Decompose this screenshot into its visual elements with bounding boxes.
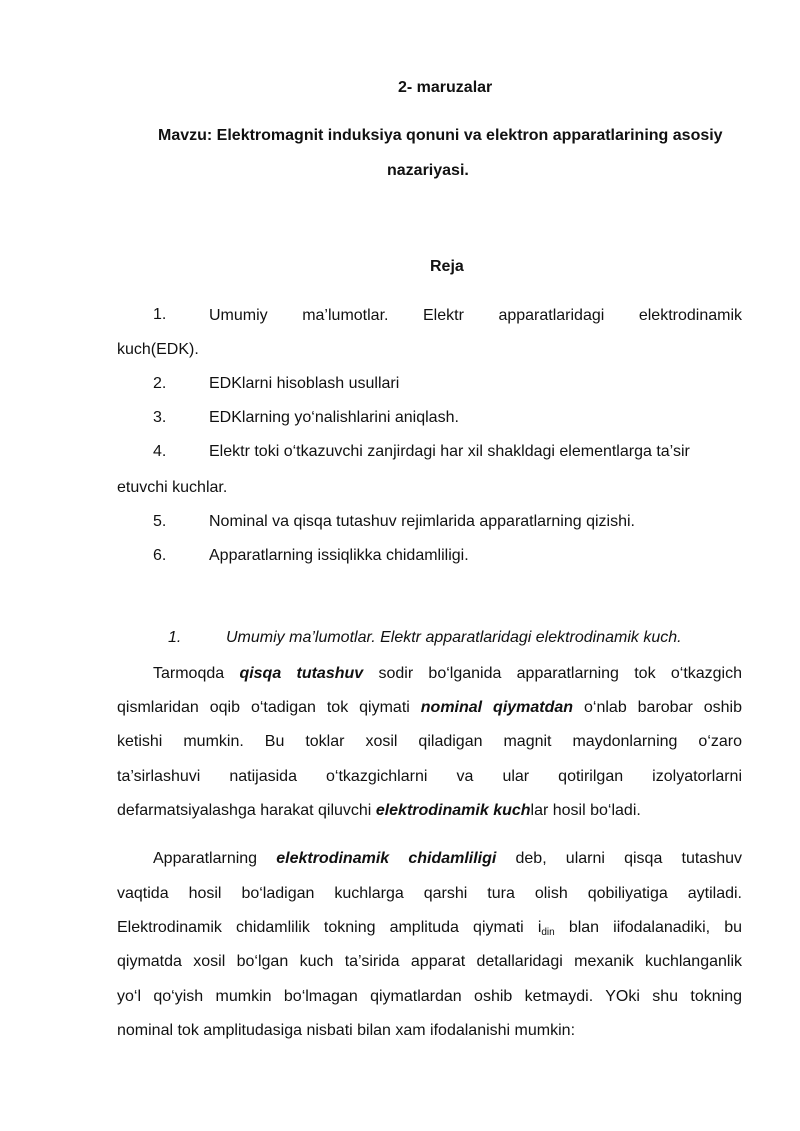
emphasis-term: nominal qiymatdan — [420, 699, 574, 716]
plan-item-number: 5. — [153, 513, 167, 530]
section-title — [226, 629, 682, 647]
emphasis-term: elektrodinamik kuch — [375, 802, 531, 819]
emphasis-term: qisqa tutashuv — [239, 665, 364, 682]
plan-item-text: Apparatlarning issiqlikka chidamliligi. — [209, 547, 469, 564]
lecture-title: 2- maruzalar — [398, 79, 493, 96]
text-run: blan iifodalanadiki, bu — [554, 919, 742, 936]
section-number: 1. — [168, 629, 182, 646]
text-run: qismlaridan oqib o‘tadigan tok qiymati — [117, 699, 421, 716]
text-run: sodir bo‘lganida apparatlarning tok o‘tkazgich — [363, 665, 742, 682]
paragraph-1-line: ketishi mumkin. Bu toklar xosil qiladigan magnit maydonlarning o‘zaro — [117, 733, 742, 750]
text-run: Elektrodinamik chidamlilik tokning amplituda qiymati i — [117, 919, 542, 936]
topic-line-1: Mavzu: Elektromagnit induksiya qonuni va elektron apparatlarining asosiy — [158, 127, 723, 144]
text-run: Tarmoqda — [153, 665, 240, 682]
plan-item-number: 4. — [153, 443, 167, 460]
text-run: deb, ularni qisqa tutashuv — [496, 850, 742, 867]
plan-item-number: 2. — [153, 375, 167, 392]
paragraph-1-line — [117, 801, 742, 821]
text-run: Apparatlarning — [153, 850, 277, 867]
paragraph-2-line — [153, 849, 742, 869]
text-run: defarmatsiyalashga harakat qiluvchi — [117, 802, 376, 819]
emphasis-term: elektrodinamik chidamliligi — [276, 850, 497, 867]
plan-item-text-continued: kuch(EDK). — [117, 341, 199, 358]
plan-item-number: 6. — [153, 547, 167, 564]
section-title-part-2: . Elektr apparatlaridagi elektrodinamik kuch. — [371, 629, 682, 646]
plan-item-number: 3. — [153, 409, 167, 426]
plan-item-text-continued: etuvchi kuchlar. — [117, 479, 228, 496]
plan-item-text: EDKlarni hisoblash usullari — [209, 375, 400, 392]
paragraph-1-line — [153, 664, 742, 684]
plan-item-text: Nominal va qisqa tutashuv rejimlarida apparatlarning qizishi. — [209, 513, 635, 530]
subscript: din — [541, 927, 555, 938]
plan-item-number: 1. — [153, 306, 167, 323]
plan-item-text: Umumiy ma’lumotlar. Elektr apparatlaridagi elektrodinamik — [209, 307, 742, 324]
text-run: o‘nlab barobar oshib — [573, 699, 742, 716]
paragraph-1-line — [117, 698, 742, 718]
paragraph-2-line: vaqtida hosil bo‘ladigan kuchlarga qarshi tura olish qobiliyatiga aytiladi. — [117, 885, 742, 902]
paragraph-2-line — [117, 918, 742, 938]
paragraph-1-line: ta’sirlashuvi natijasida o‘tkazgichlarni va ular qotirilgan izolyatorlarni — [117, 768, 742, 785]
topic-line-2: nazariyasi. — [387, 162, 469, 179]
plan-item-text: Elektr toki o‘tkazuvchi zanjirdagi har xil shakldagi elementlarga ta’sir — [209, 443, 690, 460]
paragraph-2-line: yo‘l qo‘yish mumkin bo‘lmagan qiymatlardan oshib ketmaydi. YOki shu tokning — [117, 988, 742, 1005]
text-run: lar hosil bo‘ladi. — [530, 802, 641, 819]
plan-item-text: EDKlarning yo‘nalishlarini aniqlash. — [209, 409, 459, 426]
paragraph-2-line: nominal tok amplitudasiga nisbati bilan xam ifodalanishi mumkin: — [117, 1022, 576, 1039]
plan-title: Reja — [430, 258, 464, 275]
section-title-part-1: Umumiy ma’lumotlar — [226, 629, 372, 646]
paragraph-2-line: qiymatda xosil bo‘lgan kuch ta’sirida apparat detallaridagi mexanik kuchlanganlik — [117, 953, 742, 970]
